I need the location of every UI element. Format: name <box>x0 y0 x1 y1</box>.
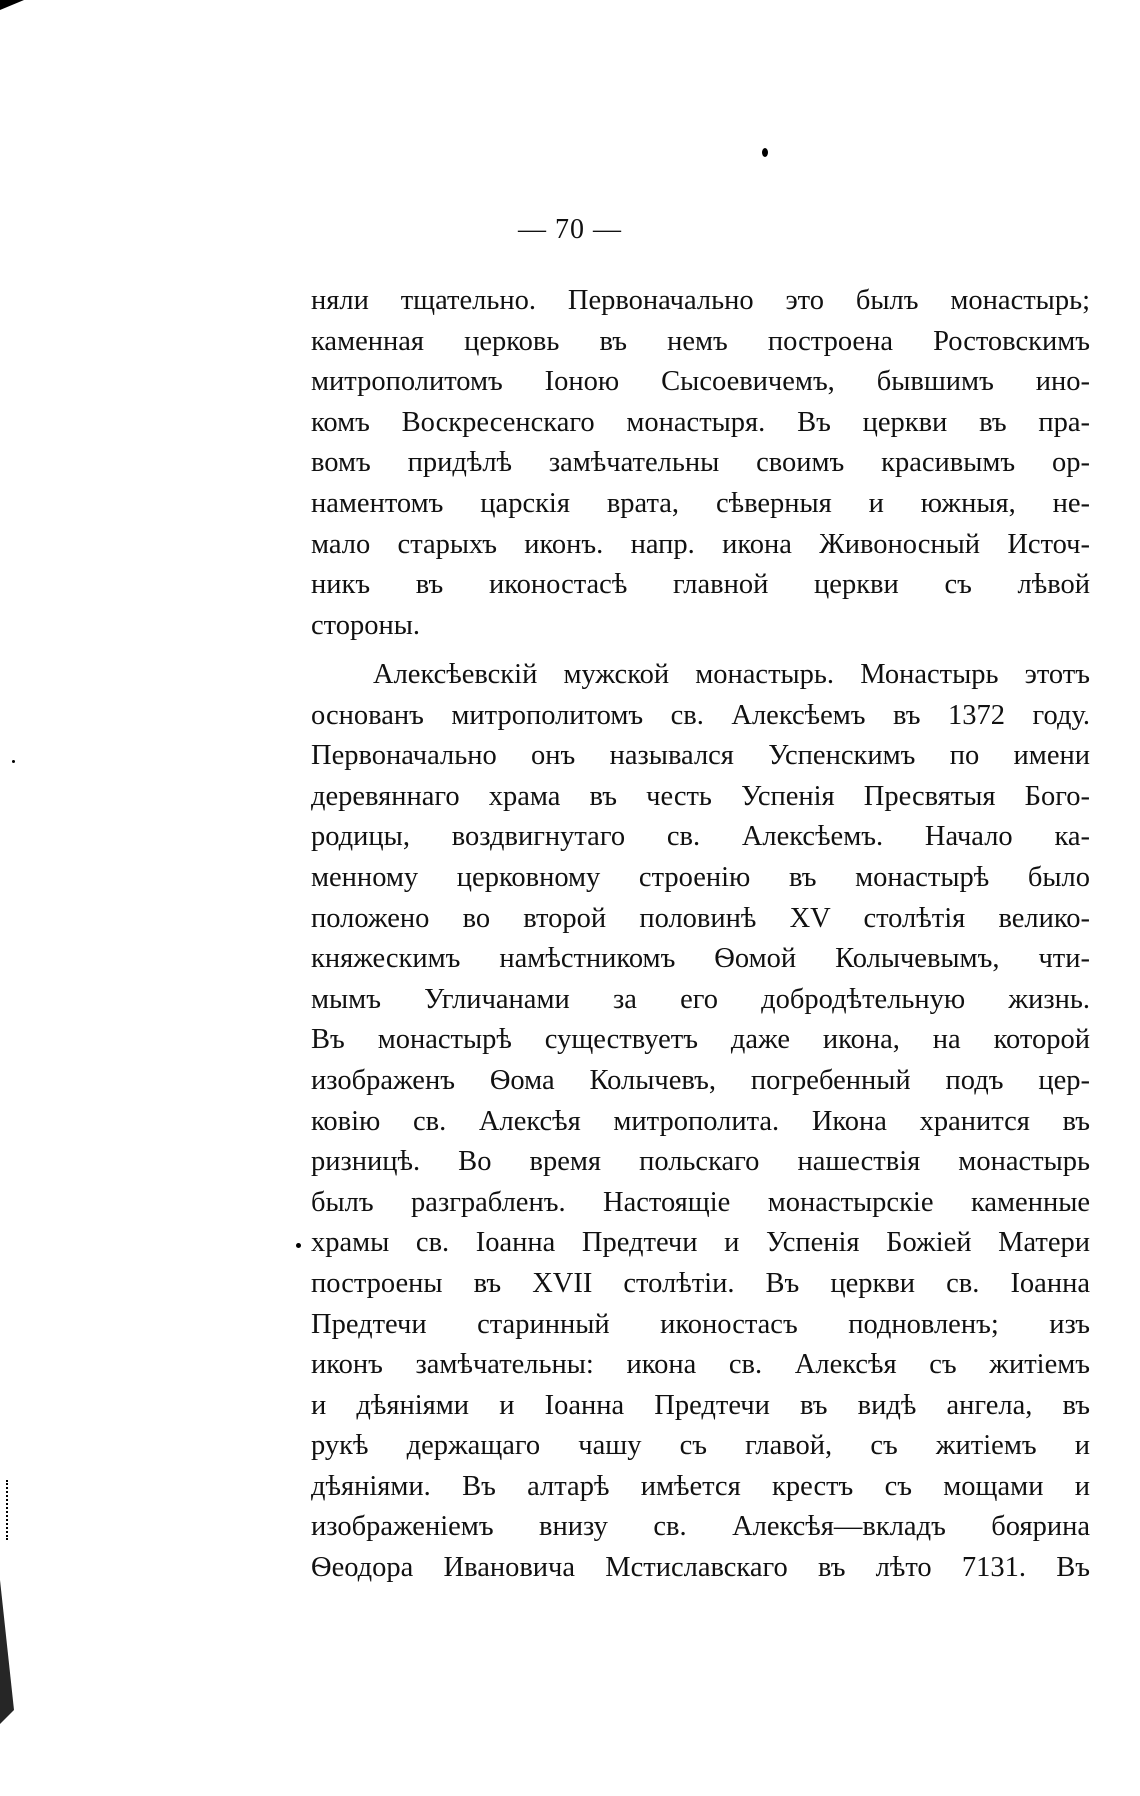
text-line: изображенъ Ѳома Колычевъ, погребенный подъ цер- <box>311 1064 1090 1096</box>
text-line: комъ Воскресенскаго монастыря. Въ церкви въ пра- <box>311 406 1090 438</box>
text-line: Ѳеодора Ивановича Мстиславскаго въ лѣто 7131. Въ <box>311 1552 1090 1584</box>
text-line: Въ монастырѣ существуетъ даже икона, на которой <box>311 1024 1090 1056</box>
text-line: Алексѣевскій мужской монастырь. Монастырь этотъ <box>373 659 1090 690</box>
text-line: Предтечи старинный иконостасъ подновленъ; изъ <box>311 1308 1090 1340</box>
scan-corner-mark <box>0 0 24 10</box>
text-line: никъ въ иконостасѣ главной церкви съ лѣвой <box>311 569 1090 601</box>
paragraph-alekseevsky-monastery <box>311 655 1090 1589</box>
paragraph-continuation <box>311 281 1090 646</box>
text-line: наментомъ царскія врата, сѣверныя и южныя, не- <box>311 487 1090 519</box>
text-line: дѣяніями. Въ алтарѣ имѣется крестъ съ мощами и <box>311 1470 1090 1502</box>
text-line: каменная церковь въ немъ построена Ростовскимъ <box>311 325 1090 357</box>
text-line: няли тщательно. Первоначально это былъ монастырь; <box>311 285 1090 316</box>
scan-dot <box>12 760 15 763</box>
text-line: деревяннаго храма въ честь Успенія Пресвятыя Бого- <box>311 780 1090 812</box>
text-line: рукѣ держащаго чашу съ главой, съ житіемъ и <box>311 1430 1090 1462</box>
text-line: родицы, воздвигнутаго св. Алексѣемъ. Начало ка- <box>311 821 1090 853</box>
text-line: построены въ XVII столѣтіи. Въ церкви св. Іоанна <box>311 1267 1090 1299</box>
text-line: иконъ замѣчательны: икона св. Алексѣя съ житіемъ <box>311 1349 1090 1381</box>
text-line: мало старыхъ иконъ. напр. икона Живоносный Источ- <box>311 528 1090 560</box>
text-line: мымъ Угличанами за его добродѣтельную жизнь. <box>311 983 1090 1015</box>
text-line: изображеніемъ внизу св. Алексѣя—вкладъ боярина <box>311 1511 1090 1543</box>
text-line: былъ разграбленъ. Настоящіе монастырскіе каменные <box>311 1186 1090 1218</box>
page-number: — 70 — <box>518 214 622 245</box>
scan-edge-flecks <box>6 1480 12 1540</box>
scan-dot <box>762 148 768 157</box>
scan-edge-stroke <box>0 1580 14 1724</box>
text-line: митрополитомъ Іоною Сысоевичемъ, бывшимъ ино- <box>311 366 1090 398</box>
text-line: менному церковному строенію въ монастырѣ было <box>311 861 1090 893</box>
text-line: и дѣяніями и Іоанна Предтечи въ видѣ ангела, въ <box>311 1389 1090 1421</box>
text-line: Первоначально онъ назывался Успенскимъ по имени <box>311 740 1090 772</box>
scan-margin-dot <box>296 1243 301 1248</box>
text-line: основанъ митрополитомъ св. Алексѣемъ въ 1372 году. <box>311 699 1090 731</box>
text-line: ковію св. Алексѣя митрополита. Икона хранится въ <box>311 1105 1090 1137</box>
text-line: ризницѣ. Во время польскаго нашествія монастырь <box>311 1146 1090 1178</box>
text-line: храмы св. Іоанна Предтечи и Успенія Божіей Матери <box>311 1227 1090 1259</box>
text-line: княжескимъ намѣстникомъ Ѳомой Колычевымъ, чти- <box>311 943 1090 975</box>
text-line: вомъ придѣлѣ замѣчательны своимъ красивымъ ор- <box>311 447 1090 479</box>
text-line: положено во второй половинѣ XV столѣтія велико- <box>311 902 1090 934</box>
text-line: стороны. <box>311 609 421 641</box>
